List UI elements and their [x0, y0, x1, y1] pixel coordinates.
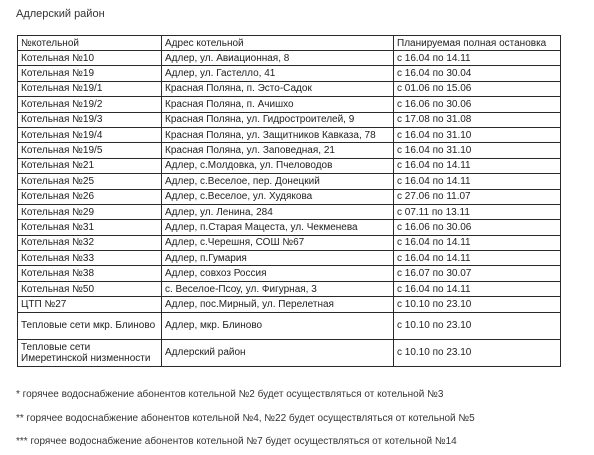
address-cell: Адлер, мкр. Блиново	[162, 312, 394, 339]
table-header-row	[18, 36, 561, 51]
boiler-shutdown-table	[17, 35, 561, 367]
boiler-cell: Котельная №50	[18, 281, 162, 296]
table-row	[18, 189, 561, 204]
column-header-address: Адрес котельной	[162, 36, 394, 51]
boiler-cell: Котельная №19/3	[18, 112, 162, 127]
address-cell: Адлер, с.Веселое, ул. Худякова	[162, 189, 394, 204]
boiler-cell: Котельная №26	[18, 189, 162, 204]
address-cell: Адлер, с.Веселое, пер. Донецкий	[162, 174, 394, 189]
boiler-cell: Котельная №10	[18, 51, 162, 66]
table-row	[18, 235, 561, 250]
shutdown-period-cell: с 10.10 по 23.10	[394, 339, 561, 366]
footnote: *** горячее водоснабжение абонентов котельной №7 будет осуществляться от котельной №14	[16, 436, 457, 447]
address-cell: Красная Поляна, ул. Заповедная, 21	[162, 143, 394, 158]
table-row	[18, 112, 561, 127]
address-cell: Красная Поляна, ул. Гидростроителей, 9	[162, 112, 394, 127]
boiler-cell: Котельная №19/4	[18, 127, 162, 142]
table-row	[18, 143, 561, 158]
table-row	[18, 158, 561, 173]
table-row	[18, 66, 561, 81]
address-cell: Красная Поляна, п. Эсто-Садок	[162, 81, 394, 96]
boiler-cell: Котельная №21	[18, 158, 162, 173]
table-row	[18, 81, 561, 96]
address-cell: Адлер, п.Старая Мацеста, ул. Чекменева	[162, 220, 394, 235]
shutdown-period-cell: с 16.04 по 14.11	[394, 251, 561, 266]
shutdown-period-cell: с 01.06 по 15.06	[394, 81, 561, 96]
address-cell: Красная Поляна, п. Ачишхо	[162, 97, 394, 112]
table-row	[18, 97, 561, 112]
shutdown-period-cell: с 10.10 по 23.10	[394, 312, 561, 339]
boiler-cell: Котельная №31	[18, 220, 162, 235]
address-cell: Адлер, с.Молдовка, ул. Пчеловодов	[162, 158, 394, 173]
address-cell: Адлер, ул. Ленина, 284	[162, 204, 394, 219]
shutdown-period-cell: с 27.06 по 11.07	[394, 189, 561, 204]
table-row	[18, 281, 561, 296]
shutdown-period-cell: с 07.11 по 13.11	[394, 204, 561, 219]
footnote: ** горячее водоснабжение абонентов котельной №4, №22 будет осуществляться от котельной №5	[16, 413, 475, 424]
address-cell: Адлер, ул. Авиационная, 8	[162, 51, 394, 66]
table-row	[18, 266, 561, 281]
boiler-cell: Котельная №25	[18, 174, 162, 189]
table-row	[18, 174, 561, 189]
boiler-cell: Котельная №32	[18, 235, 162, 250]
shutdown-period-cell: с 16.06 по 30.06	[394, 97, 561, 112]
boiler-cell: Котельная №38	[18, 266, 162, 281]
boiler-cell: Котельная №19/1	[18, 81, 162, 96]
table-row	[18, 51, 561, 66]
address-cell: Красная Поляна, ул. Защитников Кавказа, 78	[162, 127, 394, 142]
shutdown-period-cell: с 16.04 по 14.11	[394, 158, 561, 173]
boiler-cell: Котельная №19/2	[18, 97, 162, 112]
boiler-cell: ЦТП №27	[18, 297, 162, 312]
shutdown-period-cell: с 16.06 по 30.06	[394, 220, 561, 235]
table-row	[18, 220, 561, 235]
shutdown-period-cell: с 16.04 по 31.10	[394, 143, 561, 158]
table-row	[18, 312, 561, 339]
table-row	[18, 251, 561, 266]
boiler-cell: Тепловые сети Имеретинской низменности	[18, 339, 162, 366]
page-title: Адлерский район	[16, 8, 105, 20]
table-row	[18, 339, 561, 366]
shutdown-period-cell: с 10.10 по 23.10	[394, 297, 561, 312]
shutdown-period-cell: с 16.04 по 30.04	[394, 66, 561, 81]
boiler-cell: Тепловые сети мкр. Блиново	[18, 312, 162, 339]
shutdown-period-cell: с 16.04 по 31.10	[394, 127, 561, 142]
column-header-boiler: №котельной	[18, 36, 162, 51]
shutdown-period-cell: с 16.07 по 30.07	[394, 266, 561, 281]
shutdown-period-cell: с 16.04 по 14.11	[394, 281, 561, 296]
boiler-cell: Котельная №29	[18, 204, 162, 219]
address-cell: Адлер, ул. Гастелло, 41	[162, 66, 394, 81]
boiler-cell: Котельная №19/5	[18, 143, 162, 158]
column-header-shutdown: Планируемая полная остановка	[394, 36, 561, 51]
address-cell: Адлер, с.Черешня, СОШ №67	[162, 235, 394, 250]
address-cell: Адлер, п.Гумария	[162, 251, 394, 266]
shutdown-period-cell: с 16.04 по 14.11	[394, 174, 561, 189]
table-row	[18, 204, 561, 219]
shutdown-period-cell: с 17.08 по 31.08	[394, 112, 561, 127]
table-row	[18, 127, 561, 142]
shutdown-period-cell: с 16.04 по 14.11	[394, 51, 561, 66]
footnote: * горячее водоснабжение абонентов котельной №2 будет осуществляться от котельной №3	[16, 389, 444, 400]
table-row	[18, 297, 561, 312]
address-cell: Адлер, совхоз Россия	[162, 266, 394, 281]
address-cell: Адлер, пос.Мирный, ул. Перелетная	[162, 297, 394, 312]
boiler-cell: Котельная №33	[18, 251, 162, 266]
address-cell: с. Веселое-Псоу, ул. Фигурная, 3	[162, 281, 394, 296]
address-cell: Адлерский район	[162, 339, 394, 366]
boiler-cell: Котельная №19	[18, 66, 162, 81]
shutdown-period-cell: с 16.04 по 14.11	[394, 235, 561, 250]
